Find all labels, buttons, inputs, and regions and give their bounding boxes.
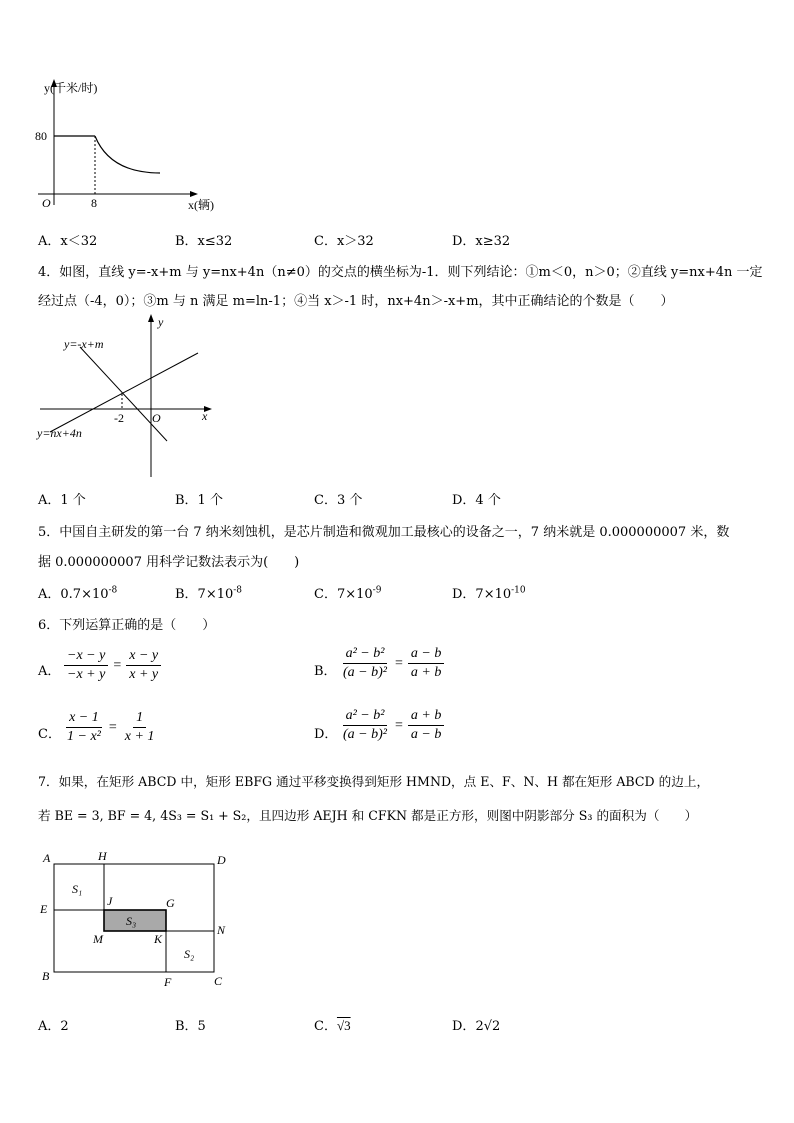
q6-option-a-expr xyxy=(62,648,163,683)
q4-tick-label: -2 xyxy=(114,411,124,425)
q7-text-line1: 7．如果，在矩形 ABCD 中，矩形 EBFG 通过平移变换得到矩形 HMND，点 E、F、N、H 都在矩形 ABCD 的边上， xyxy=(38,774,710,789)
q3-option-b: B．x≤32 xyxy=(175,234,233,249)
q7-rectangle-figure xyxy=(34,846,244,991)
q6-a-lhs-num: −x − y xyxy=(64,648,108,666)
q5-option-d xyxy=(452,583,526,602)
q4-label-line2: y=nx+4n xyxy=(37,426,82,440)
graph1-decay-curve xyxy=(95,136,160,173)
q4-text-line1: 4．如图，直线 y=-x+m 与 y=nx+4n（n≠0）的交点的横坐标为-1．则下列结论：①m＜0，n＞0；②直线 y=nx+4n 一定 xyxy=(38,265,763,280)
q5-option-b-exp: -8 xyxy=(233,585,243,596)
q5-option-b-base: B．7×10 xyxy=(175,587,234,602)
q5-option-d-exp: -10 xyxy=(511,585,526,596)
q6-a-lhs xyxy=(64,648,108,683)
q4-line-decreasing xyxy=(80,347,167,441)
q6-a-rhs-num: x − y xyxy=(126,648,161,666)
q6-d-rhs xyxy=(408,708,444,743)
q3-option-a: A．x＜32 xyxy=(38,234,98,249)
q6-d-rhs-num: a + b xyxy=(408,708,444,726)
q6-d-equals: = xyxy=(394,717,403,733)
q6-option-c-expr xyxy=(62,710,159,745)
q4-x-label: x xyxy=(202,409,208,423)
q4-y-label: y xyxy=(158,315,164,329)
q5-option-d-base: D．7×10 xyxy=(452,587,512,602)
q4-option-b: B．1 个 xyxy=(175,493,223,508)
q6-option-b-expr xyxy=(338,646,446,681)
q4-option-a: A．1 个 xyxy=(38,493,86,508)
q6-c-rhs-den: x + 1 xyxy=(124,729,155,744)
q7-label-e: E xyxy=(40,902,48,916)
q6-a-rhs-den: x + y xyxy=(129,667,159,682)
q7-label-f: F xyxy=(164,975,172,989)
q6-c-lhs-num: x − 1 xyxy=(66,710,102,728)
q7-label-a: A xyxy=(43,851,51,865)
q6-b-rhs-den: a + b xyxy=(410,665,442,680)
q7-label-g: G xyxy=(166,896,175,910)
q4-line-increasing xyxy=(50,353,198,432)
q6-b-equals: = xyxy=(394,655,403,671)
q7-label-s1: S₁ xyxy=(72,882,83,896)
q4-text-line2: 经过点（-4，0）；③m 与 n 满足 m=ln-1；④当 x＞-1 时，nx+4n＞-x+m，其中正确结论的个数是（ ） xyxy=(38,294,674,309)
q4-label-line1: y=-x+m xyxy=(64,337,104,351)
q6-b-rhs-num: a − b xyxy=(408,646,444,664)
q6-option-b-label: B． xyxy=(314,664,337,679)
q7-label-d: D xyxy=(217,853,226,867)
q6-option-d-label: D． xyxy=(314,727,338,742)
q6-option-c-label: C． xyxy=(38,727,61,742)
graph1-y-label: y(千米/时) xyxy=(44,81,98,95)
q6-b-lhs-num: a² − b² xyxy=(343,646,388,664)
q6-d-lhs-num: a² − b² xyxy=(343,708,388,726)
graph1-x-value: 8 xyxy=(91,196,97,210)
q5-option-b xyxy=(175,583,242,602)
q7-label-h: H xyxy=(98,849,107,863)
q7-option-d-value: 2√2 xyxy=(475,1019,501,1034)
q7-option-c-label: C． xyxy=(314,1019,337,1034)
q6-c-lhs xyxy=(64,710,104,745)
q3-option-d: D．x≥32 xyxy=(452,234,511,249)
q4-origin: O xyxy=(152,411,161,425)
q5-text-line1: 5．中国自主研发的第一台 7 纳米刻蚀机，是芯片制造和微观加工最核心的设备之一，7 纳米就是 0.000000007 米，数 xyxy=(38,525,730,540)
q7-option-c-value: √3 xyxy=(336,1018,351,1033)
q7-label-s2: S₂ xyxy=(184,947,195,961)
q5-option-a-base: A．0.7×10 xyxy=(38,587,109,602)
q5-option-a-exp: -8 xyxy=(108,585,118,596)
q7-option-a: A．2 xyxy=(38,1019,69,1034)
q7-label-n: N xyxy=(217,923,226,937)
graph1-x-arrow xyxy=(190,191,198,197)
q5-option-c xyxy=(314,583,381,602)
q3-option-c: C．x＞32 xyxy=(314,234,374,249)
q6-c-rhs-num: 1 xyxy=(133,710,146,728)
q6-d-lhs xyxy=(340,708,390,743)
q6-c-rhs xyxy=(122,710,158,745)
q6-b-lhs-den: (a − b)² xyxy=(343,665,387,680)
speed-graph xyxy=(30,75,230,215)
q6-a-lhs-den: −x + y xyxy=(67,667,106,682)
graph1-y-value: 80 xyxy=(35,129,47,143)
q6-a-rhs xyxy=(126,648,161,683)
q7-option-d xyxy=(452,1015,500,1034)
q5-option-a xyxy=(38,583,117,602)
q4-line-graph xyxy=(30,312,220,482)
q5-option-c-exp: -9 xyxy=(372,585,382,596)
q7-label-b: B xyxy=(42,969,50,983)
q6-d-lhs-den: (a − b)² xyxy=(343,727,387,742)
q7-text-line2: 若 BE = 3, BF = 4, 4S₃ = S₁ + S₂，且四边形 AEJH 和 CFKN 都是正方形，则图中阴影部分 S₃ 的面积为（ ） xyxy=(38,808,698,823)
q6-b-rhs xyxy=(408,646,444,681)
q6-title: 6．下列运算正确的是（ ） xyxy=(38,618,216,633)
q7-option-d-label: D． xyxy=(452,1019,476,1034)
graph1-x-label: x(辆) xyxy=(188,198,214,212)
q6-c-equals: = xyxy=(108,719,117,735)
q7-label-j: J xyxy=(107,894,113,908)
q7-label-c: C xyxy=(214,974,223,988)
graph1-origin: O xyxy=(42,196,51,210)
q4-option-d: D．4 个 xyxy=(452,493,501,508)
q6-option-a-label: A． xyxy=(38,664,61,679)
q7-option-c xyxy=(314,1015,351,1034)
q5-option-c-base: C．7×10 xyxy=(314,587,373,602)
q4-option-c: C．3 个 xyxy=(314,493,363,508)
q6-a-equals: = xyxy=(113,657,122,673)
q4-y-arrow xyxy=(148,314,154,322)
q7-label-m: M xyxy=(93,932,103,946)
q6-c-lhs-den: 1 − x² xyxy=(67,729,101,744)
q7-option-b: B．5 xyxy=(175,1019,206,1034)
q6-d-rhs-den: a − b xyxy=(410,727,442,742)
q7-label-k: K xyxy=(154,932,163,946)
q7-label-s3: S₃ xyxy=(126,914,137,928)
q6-b-lhs xyxy=(340,646,390,681)
q5-text-line2: 据 0.000000007 用科学记数法表示为( ) xyxy=(38,555,300,570)
q6-option-d-expr xyxy=(338,708,446,743)
